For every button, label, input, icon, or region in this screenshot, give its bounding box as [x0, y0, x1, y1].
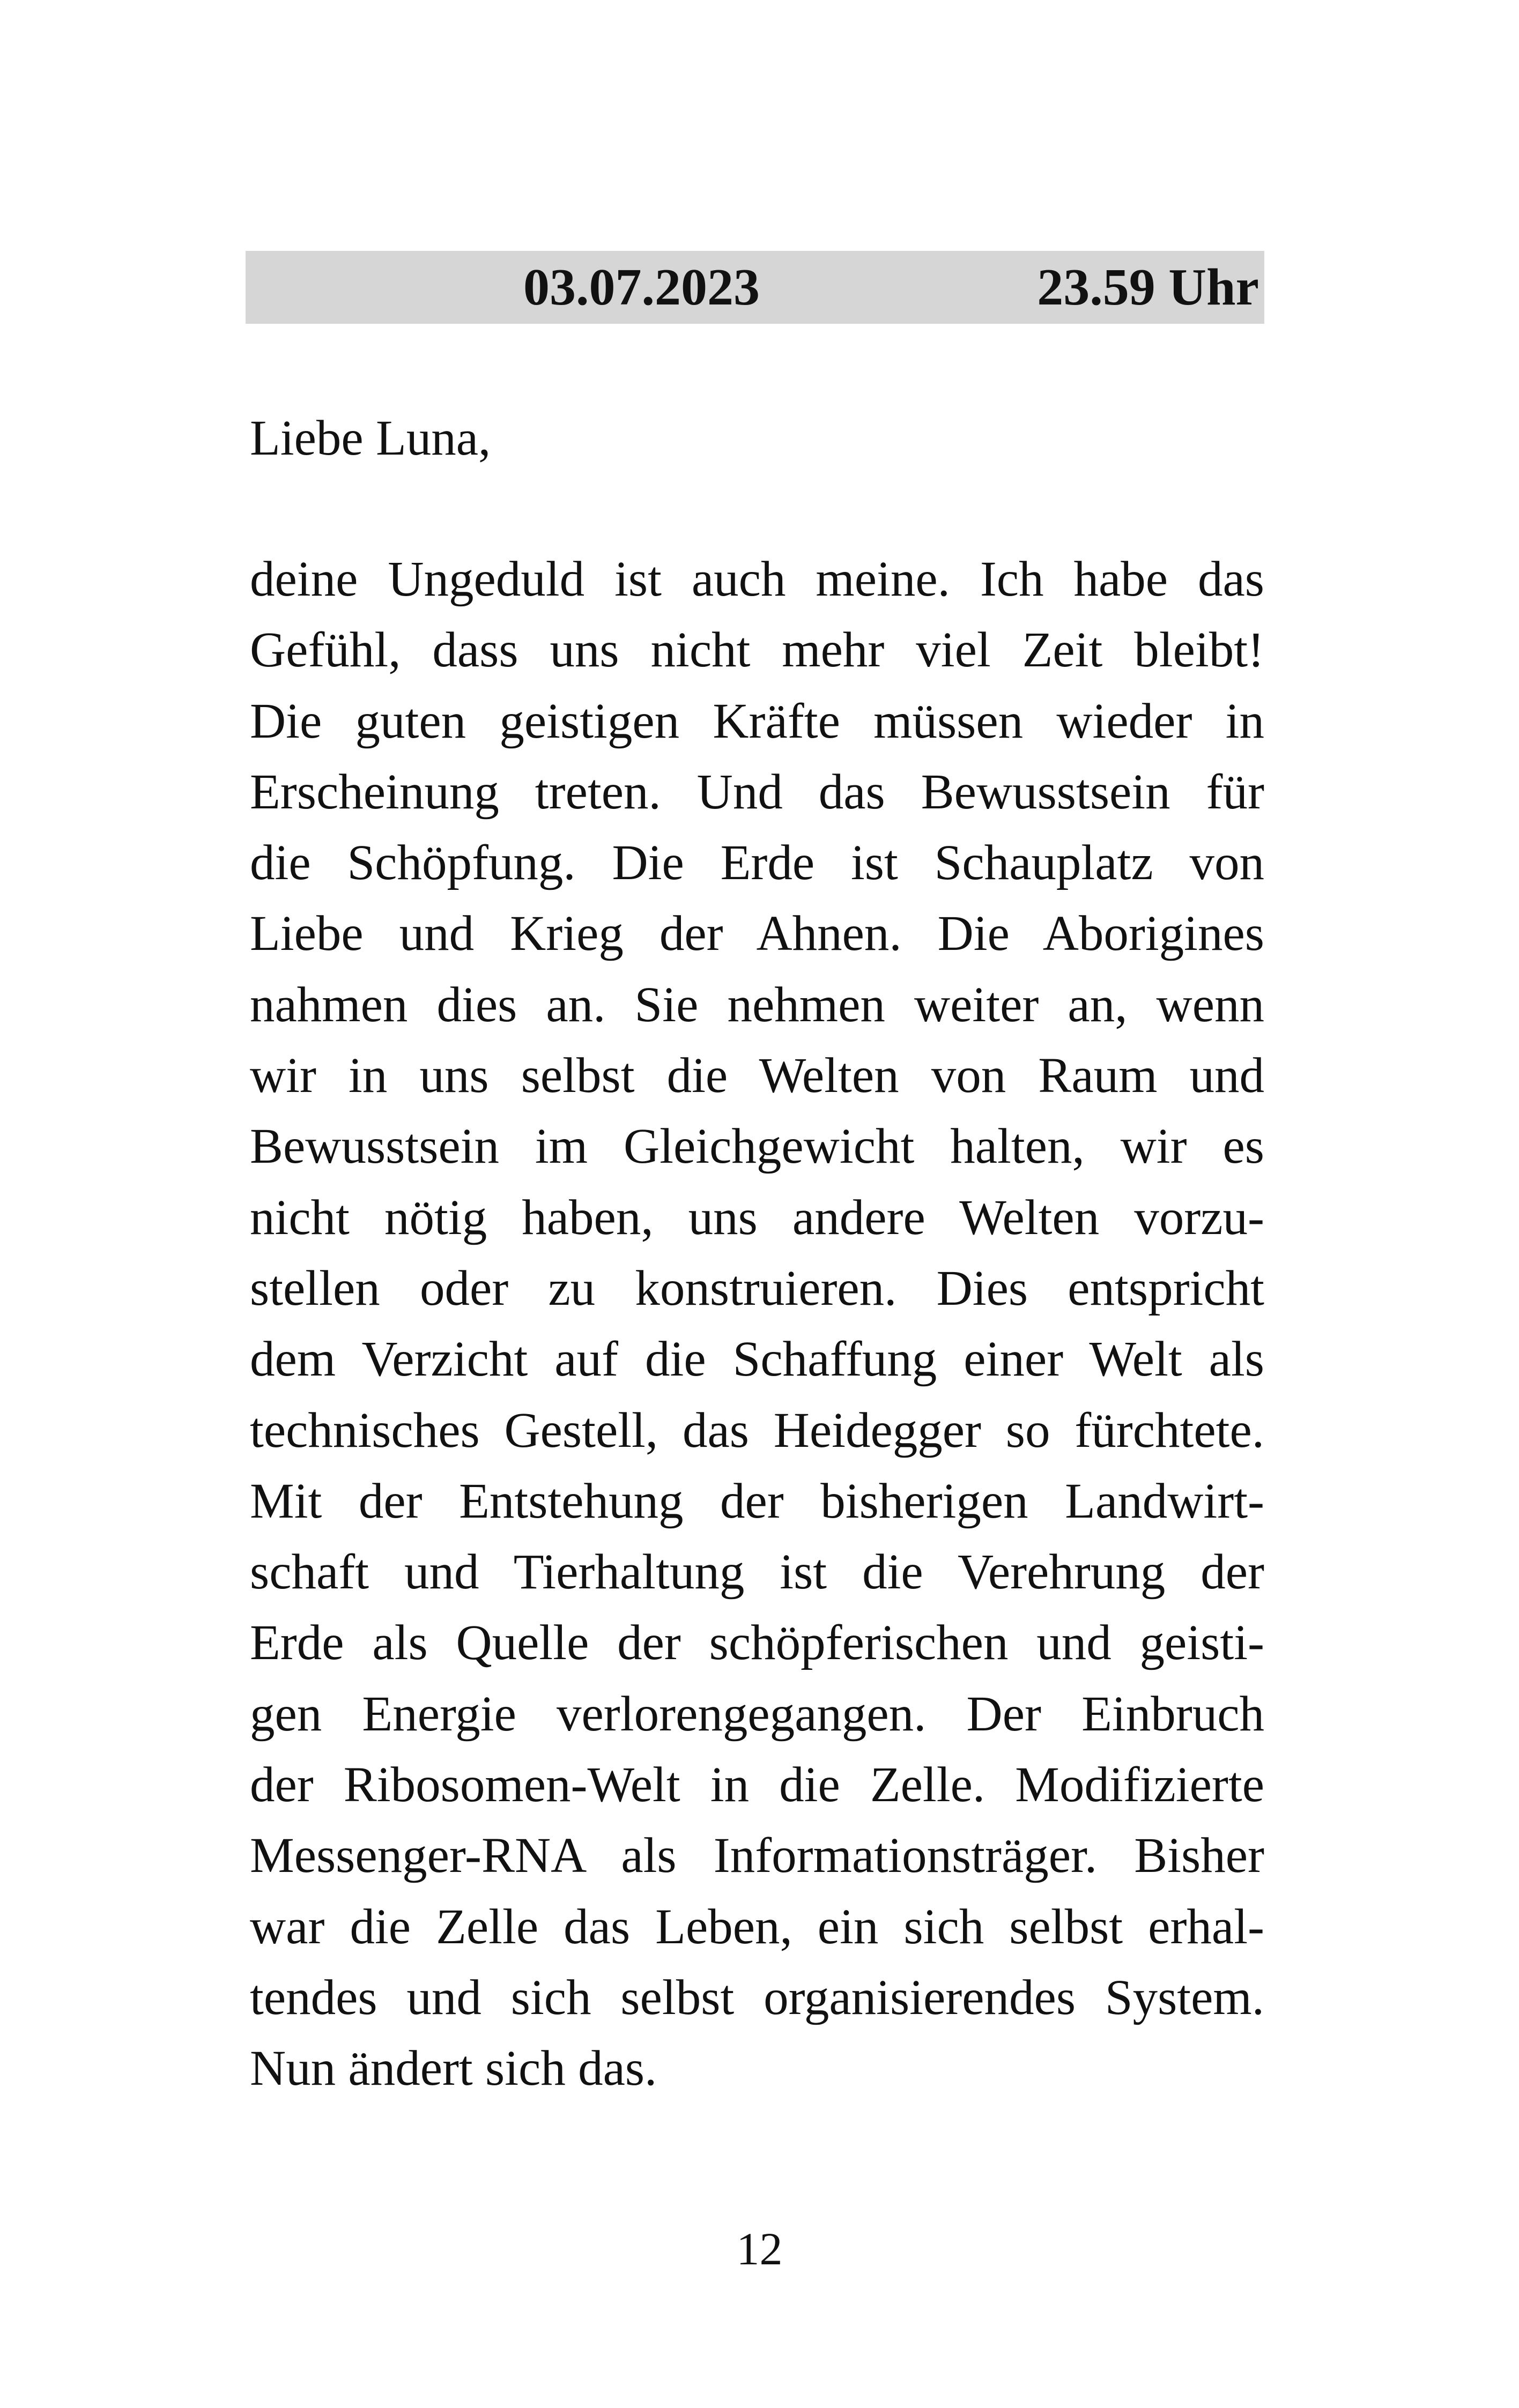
date-time-header	[246, 251, 1264, 324]
text-line: deine Ungeduld ist auch meine. Ich habe das	[250, 552, 1264, 607]
text-line: Bewusstsein im Gleichgewicht halten, wir es	[250, 1119, 1264, 1175]
salutation: Liebe Luna,	[250, 411, 491, 466]
text-line: war die Zelle das Leben, ein sich selbst erhal-	[250, 1899, 1264, 1954]
text-line: der Ribosomen-Welt in die Zelle. Modifizierte	[250, 1757, 1264, 1813]
text-line: Mit der Entstehung der bisherigen Landwirt-	[250, 1473, 1264, 1529]
text-line: dem Verzicht auf die Schaffung einer Welt als	[250, 1332, 1264, 1387]
text-line: wir in uns selbst die Welten von Raum und	[250, 1048, 1264, 1104]
text-line: Messenger-RNA als Informationsträger. Bisher	[250, 1828, 1264, 1884]
page-number: 12	[736, 2223, 783, 2275]
letter-body	[250, 544, 1264, 2105]
text-line: Die guten geistigen Kräfte müssen wieder in	[250, 693, 1264, 749]
text-line: nahmen dies an. Sie nehmen weiter an, wenn	[250, 977, 1264, 1032]
header-time: 23.59 Uhr	[1037, 258, 1259, 316]
text-line: schaft und Tierhaltung ist die Verehrung der	[250, 1544, 1264, 1600]
text-line: Erde als Quelle der schöpferischen und geisti-	[250, 1615, 1264, 1671]
text-line: stellen oder zu konstruieren. Dies entspricht	[250, 1260, 1264, 1316]
text-line: Liebe und Krieg der Ahnen. Die Aborigines	[250, 906, 1264, 962]
text-line: gen Energie verlorengegangen. Der Einbruch	[250, 1686, 1264, 1742]
text-line: Erscheinung treten. Und das Bewusstsein für	[250, 764, 1264, 820]
text-line: technisches Gestell, das Heidegger so fürchtete.	[250, 1402, 1264, 1458]
text-line: tendes und sich selbst organisierendes System.	[250, 1969, 1264, 2025]
text-line: Nun ändert sich das.	[250, 2041, 657, 2097]
text-line: nicht nötig haben, uns andere Welten vorzu-	[250, 1190, 1264, 1245]
header-date: 03.07.2023	[523, 258, 760, 316]
text-line: Gefühl, dass uns nicht mehr viel Zeit bleibt!	[250, 622, 1264, 678]
text-line: die Schöpfung. Die Erde ist Schauplatz von	[250, 835, 1264, 891]
